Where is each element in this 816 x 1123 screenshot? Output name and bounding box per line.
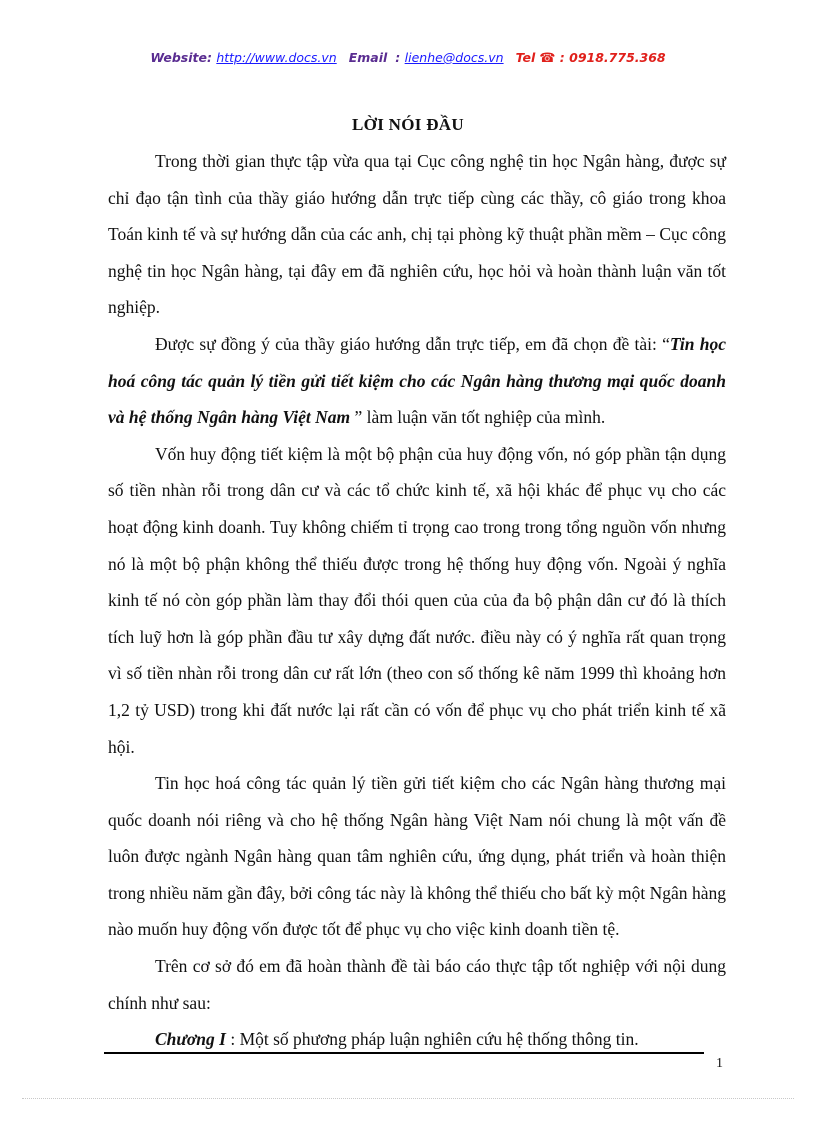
- paragraph-informatization: Tin học hoá công tác quản lý tiền gửi tiết kiệm cho các Ngân hàng thương mại quốc doanh nói riêng và cho hệ thống Ngân hàng Việt Nam nói chung là một vấn đề luôn được ngành Ngân hàng quan tâm nghiên cứu, ứng dụng, phát triển và hoàn thiện trong nhiều năm gần đây, bởi công tác này là không thể thiếu cho bất kỳ một Ngân hàng nào muốn huy động vốn được tốt để phục vụ cho việc kinh doanh tiền tệ.: [108, 773, 726, 940]
- tel-label: Tel: [515, 50, 536, 65]
- paragraph-basis: Trên cơ sở đó em đã hoàn thành đề tài báo cáo thực tập tốt nghiệp với nội dung chính như sau:: [108, 956, 726, 1013]
- topic-title: Tin học hoá công tác quản lý tiền gửi tiết kiệm cho các Ngân hàng thương mại quốc doanh và hệ thống Ngân hàng Việt Nam: [108, 333, 726, 428]
- topic-lead-text: Được sự đồng ý của thầy giáo hướng dẫn trực tiếp, em đã chọn đề tài: “: [155, 333, 670, 354]
- page-bottom-dotted-line: [22, 1098, 794, 1099]
- website-link[interactable]: http://www.docs.vn: [216, 50, 337, 65]
- phone-number: 0918.775.368: [569, 50, 666, 65]
- document-title: LỜI NÓI ĐẦU: [352, 115, 464, 134]
- paragraph-topic: [108, 326, 726, 436]
- page-number: 1: [716, 1056, 723, 1071]
- document-body: [108, 143, 726, 1058]
- email-label: Email: [348, 50, 388, 65]
- chapter-1-label: Chương I: [155, 1029, 226, 1050]
- email-colon: :: [395, 50, 405, 65]
- page-header: [0, 50, 816, 66]
- website-colon: :: [206, 50, 217, 65]
- website-label: Website: [150, 50, 207, 65]
- paragraph-intro: Trong thời gian thực tập vừa qua tại Cục công nghệ tin học Ngân hàng, được sự chỉ đạo tận tình của thầy giáo hướng dẫn trực tiếp cùng các thầy, cô giáo trong khoa Toán kinh tế và sự hướng dẫn của các anh, chị tại phòng kỹ thuật phần mềm – Cục công nghệ tin học Ngân hàng, tại đây em đã nghiên cứu, học hỏi và hoàn thành luận văn tốt nghiệp.: [108, 151, 726, 318]
- topic-trailing-text: ” làm luận văn tốt nghiệp của mình.: [350, 407, 606, 428]
- telephone-icon: ☎: [539, 51, 556, 66]
- footer-rule: [104, 1052, 704, 1054]
- chapter-1-text: : Một số phương pháp luận nghiên cứu hệ thống thông tin.: [225, 1029, 639, 1050]
- paragraph-savings: Vốn huy động tiết kiệm là một bộ phận của huy động vốn, nó góp phần tận dụng số tiền nhàn rỗi trong dân cư và các tổ chức kinh tế, xã hội khác để phục vụ cho các hoạt động kinh doanh. Tuy không chiếm tỉ trọng cao trong trong tổng nguồn vốn nhưng nó là một bộ phận không thể thiếu được trong hệ thống huy động vốn. Ngoài ý nghĩa kinh tế nó còn góp phần làm thay đổi thói quen của của đa bộ phận dân cư đó là thích tích luỹ hơn là góp phần đầu tư xây dựng đất nước. điều này có ý nghĩa rất quan trọng vì số tiền nhàn rỗi trong dân cư rất lớn (theo con số thống kê năm 1999 thì khoảng hơn 1,2 tỷ USD) trong khi đất nước lại rất cần có vốn để phục vụ cho phát triển kinh tế xã hội.: [108, 443, 726, 757]
- email-link[interactable]: lienhe@docs.vn: [404, 50, 504, 65]
- phone-colon: :: [555, 50, 570, 65]
